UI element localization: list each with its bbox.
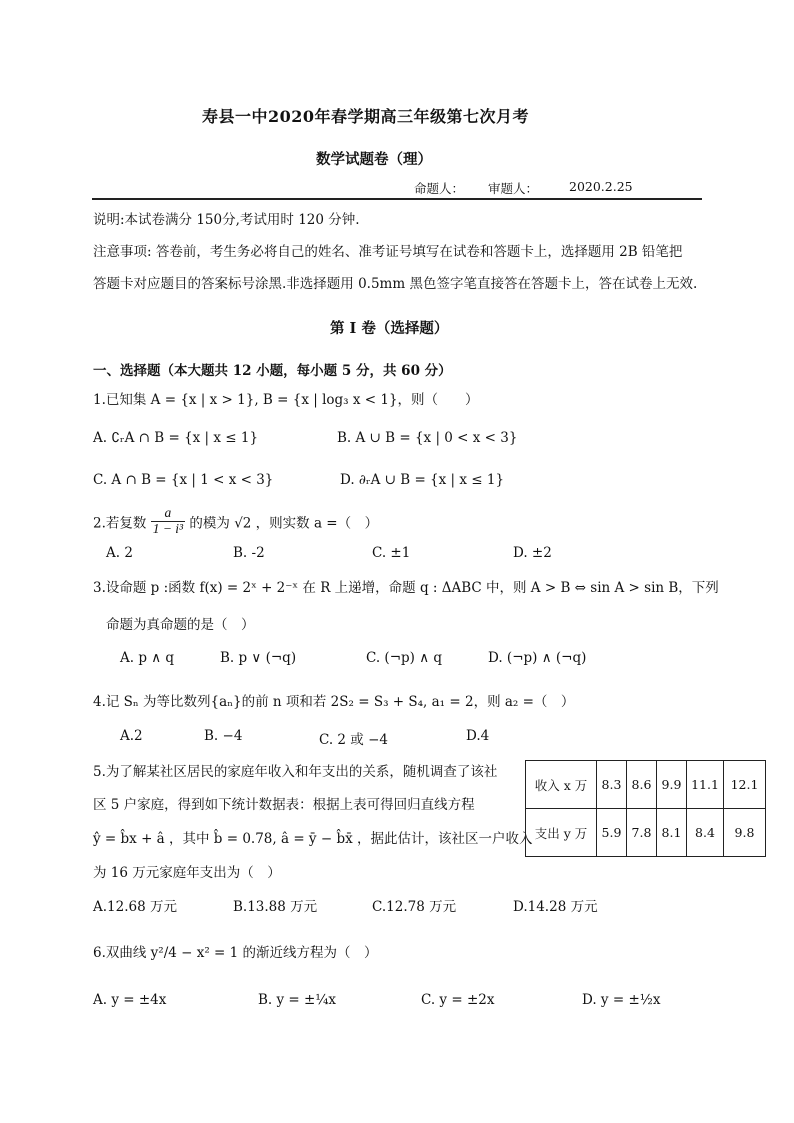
table-cell: 8.4 (687, 809, 724, 857)
q5-option-d: D.14.28 万元 (513, 899, 598, 915)
q2-fraction-denominator: 1 − i³ (152, 520, 184, 536)
q2-fraction (151, 506, 185, 537)
q5-stem-line-2: 区 5 户家庭，得到如下统计数据表：根据上表可得回归直线方程 (93, 797, 475, 813)
table-cell: 8.1 (657, 809, 687, 857)
exam-subtitle: 数学试题卷（理） (316, 151, 432, 168)
q2-fraction-numerator: a (151, 506, 185, 522)
table-cell: 12.1 (724, 761, 766, 809)
q5-stats-table (525, 760, 766, 857)
table-cell: 7.8 (627, 809, 657, 857)
exam-title: 寿县一中2020年春学期高三年级第七次月考 (202, 107, 530, 126)
q6-option-c: C. y = ±2x (421, 992, 495, 1008)
q4-option-d: D.4 (466, 728, 490, 744)
q5-option-c: C.12.78 万元 (372, 899, 457, 915)
q6-option-a: A. y = ±4x (93, 992, 167, 1008)
q5-stem-line-1: 5.为了解某社区居民的家庭年收入和年支出的关系，随机调查了该社 (93, 764, 498, 780)
q3-stem-line-1: 3.设命题 p :函数 f(x) = 2ˣ + 2⁻ˣ 在 R 上递增，命题 q : ΔABC 中，则 A > B ⇔ sin A > sin B，下列 (93, 580, 719, 596)
q5-stem-line-4: 为 16 万元家庭年支出为（ ） (93, 865, 281, 881)
table-cell: 8.6 (627, 761, 657, 809)
q6-option-b: B. y = ±¼x (258, 992, 337, 1008)
q5-option-a: A.12.68 万元 (93, 899, 177, 915)
table-row-expense (526, 809, 766, 857)
q5-stem-line-3: ŷ = b̂x + â ，其中 b̂ = 0.78, â = ȳ − b̂x̄ ，据此估计，该社区一户收入 (93, 831, 533, 847)
q2-stem-post: 的模为 √2 ，则实数 a =（ ） (189, 515, 379, 532)
table-cell: 8.3 (597, 761, 627, 809)
q5-option-b: B.13.88 万元 (233, 899, 318, 915)
q3-option-c: C. (¬p) ∧ q (366, 650, 443, 666)
q2-stem (93, 506, 378, 537)
table-cell: 9.8 (724, 809, 766, 857)
q2-option-a: A. 2 (106, 545, 133, 561)
table-row-income (526, 761, 766, 809)
q3-stem-line-2: 命题为真命题的是（ ） (106, 617, 255, 633)
q4-option-a: A.2 (120, 728, 143, 744)
table-cell: 5.9 (597, 809, 627, 857)
q1-stem: 1.已知集 A = {x | x > 1}, B = {x | log₃ x < 1}，则（ ） (93, 392, 479, 408)
q1-option-d: D. ∂ᵣA ∪ B = {x | x ≤ 1} (340, 472, 505, 488)
section-title: 第 I 卷（选择题） (330, 320, 449, 337)
exam-date: 2020.2.25 (569, 179, 633, 194)
q4-option-b: B. −4 (204, 728, 243, 744)
part-title: 一、选择题（本大题共 12 小题，每小题 5 分，共 60 分） (93, 363, 452, 379)
q2-option-b: B. -2 (233, 545, 265, 561)
notes-line-3: 答题卡对应题目的答案标号涂黑.非选择题用 0.5mm 黑色签字笔直接答在答题卡上，答在试卷上无效. (93, 276, 698, 292)
q4-stem: 4.记 Sₙ 为等比数列{aₙ}的前 n 项和若 2S₂ = S₃ + S₄, a₁ = 2，则 a₂ =（ ） (93, 694, 575, 710)
q3-option-b: B. p ∨ (¬q) (220, 650, 297, 666)
q2-option-c: C. ±1 (372, 545, 411, 561)
table-cell: 11.1 (687, 761, 724, 809)
q1-option-b: B. A ∪ B = {x | 0 < x < 3} (337, 430, 518, 446)
q3-option-a: A. p ∧ q (120, 650, 175, 666)
q1-option-a: A. ∁ᵣA ∩ B = {x | x ≤ 1} (93, 430, 259, 446)
reviewer-label: 审题人： (488, 181, 539, 196)
notes-line-1: 说明:本试卷满分 150分,考试用时 120 分钟. (93, 212, 360, 228)
q2-stem-pre: 2.若复数 (93, 515, 147, 532)
q3-option-d: D. (¬p) ∧ (¬q) (488, 650, 587, 666)
q6-stem: 6.双曲线 y²/4 − x² = 1 的渐近线方程为（ ） (93, 945, 378, 961)
q1-option-c: C. A ∩ B = {x | 1 < x < 3} (93, 472, 274, 488)
q2-option-d: D. ±2 (513, 545, 552, 561)
q6-option-d: D. y = ±½x (582, 992, 661, 1008)
proposer-label: 命题人： (414, 181, 465, 196)
q4-option-c: C. 2 或 −4 (319, 732, 389, 748)
notes-line-2: 注意事项: 答卷前，考生务必将自己的姓名、准考证号填写在试卷和答题卡上，选择题用 2B 铅笔把 (93, 244, 683, 260)
header-rule (92, 198, 702, 200)
table-cell: 9.9 (657, 761, 687, 809)
table-header-income: 收入 x 万 (526, 761, 597, 809)
table-header-expense: 支出 y 万 (526, 809, 597, 857)
